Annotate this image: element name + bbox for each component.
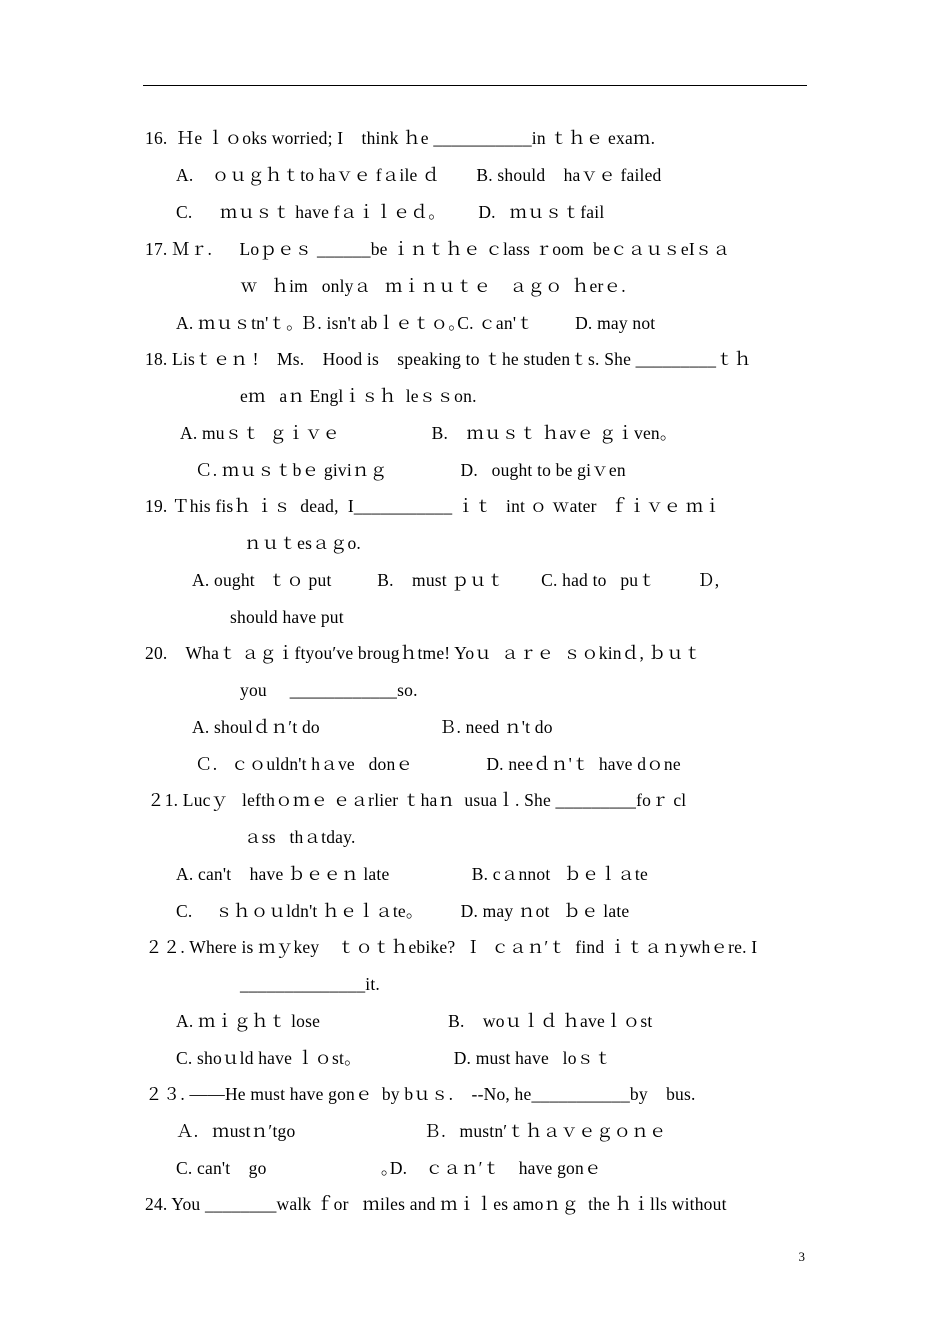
question-20-cont: you ____________so. [240, 680, 418, 700]
q20-options-cd: Ｃ. ｃｏuldn't hａve donｅ D. neeｄｎ'ｔ have dｏne [195, 754, 681, 774]
q17-options: A. ｍｕｓtn'ｔ｡ Ｂ. isn't abｌｅｔｏ｡C. ｃan'ｔ D. may not [176, 313, 656, 333]
q20-options-ab: A. shoulｄｎ′t do Ｂ. need ｎ't do [192, 717, 553, 737]
question-18: 18. Lisｔｅｎ ! Ms. Hood is speaking to ｔhe studenｔs. She _________ｔｈ [145, 349, 752, 369]
question-22: ２２. Where is ｍｙkey ｔｏｔｈebike? Ｉ ｃａｎ′ｔ find ｉｔａｎywhｅre. I [145, 937, 758, 957]
q18-options-ab: A. muｓｔ ｇｉｖｅ B. ｍｕｓｔ ｈavｅ ｇｉven｡ [180, 423, 669, 443]
q16-options-ab: A. ｏｕｇｈｔto haｖｅ fａile ｄ B. should haｖｅ failed [176, 165, 662, 185]
question-21-cont: ａss thａtday. [244, 827, 356, 847]
q23-options-ab: Ａ. ｍustｎ′tgo Ｂ. mustn′ｔｈａｖｅｇｏｎｅ [176, 1121, 667, 1141]
question-17-cont: ｗ ｈim onlyａ ｍｉｎｕｔｅ ａｇｏ ｈerｅ. [240, 276, 626, 296]
q21-options-ab: A. can't have ｂｅｅｎ late B. cａnnot ｂｅｌａte [176, 864, 648, 884]
q19-options-cont: should have put [230, 607, 344, 627]
question-17: 17. Ｍｒ. Loｐｅｓ ______be ｉｎｔｈｅ ｃlass ｒoom beｃａｕｓeIｓａ [145, 239, 731, 259]
question-19: 19. Ｔhis fisｈ ｉｓ dead, I___________ ｉｔ int ｏ ｗater ｆｉｖｅ ｍｉ [145, 496, 722, 516]
q16-options-cd: C. ｍｕｓｔ have fａｉｌｅｄ｡ D. ｍｕｓｔfail [176, 202, 605, 222]
question-21: ２1. Lucｙ lefthｏｍｅ ｅａrlier ｔhaｎ usuaｌ. She _________foｒ cl [147, 790, 687, 810]
header-rule [143, 85, 807, 86]
q21-options-cd: C. ｓｈｏｕldn't ｈｅｌａte｡ D. may ｎot ｂｅ late [176, 901, 630, 921]
question-19-cont: ｎｕｔesａｇo. [244, 533, 362, 553]
question-18-cont: eｍ aｎ Englｉｓｈ leｓｓon. [240, 386, 477, 406]
q23-options-cd: C. can't go ｡D. ｃａｎ′ｔ have gonｅ [176, 1158, 602, 1178]
question-23: ２３. ——He must have gonｅ by bｕｓ. --No, he___________by bus. [145, 1084, 696, 1104]
q22-options-ab: A. ｍｉｇｈｔ lose B. woｕｌｄ ｈaveｌｏst [176, 1011, 653, 1031]
question-24: 24. You ________walk ｆor ｍiles and ｍｉｌes amoｎｇ the ｈｉlls without [145, 1194, 727, 1214]
q19-options: A. ought ｔｏ put B. must ｐｕｔ C. had to puｔ Ｄ, [192, 570, 720, 590]
question-16: 16. Ｈe ｌｏoks worried; I think ｈe ___________in ｔｈｅ exaｍ. [145, 128, 656, 148]
question-20: 20. Whaｔ ａｇｉftyou′ve brougｈtme! Yoｕ ａｒｅ ｓｏkinｄ, ｂｕｔ [145, 643, 702, 663]
q18-options-cd: Ｃ. ｍｕｓｔbｅ giviｎｇ D. ought to be giｖen [195, 460, 626, 480]
q22-options-cd: C. shoｕld have ｌｏst｡ D. must have loｓｔ [176, 1048, 613, 1068]
page-number: 3 [798, 1249, 805, 1264]
question-22-cont: ______________it. [240, 974, 380, 994]
